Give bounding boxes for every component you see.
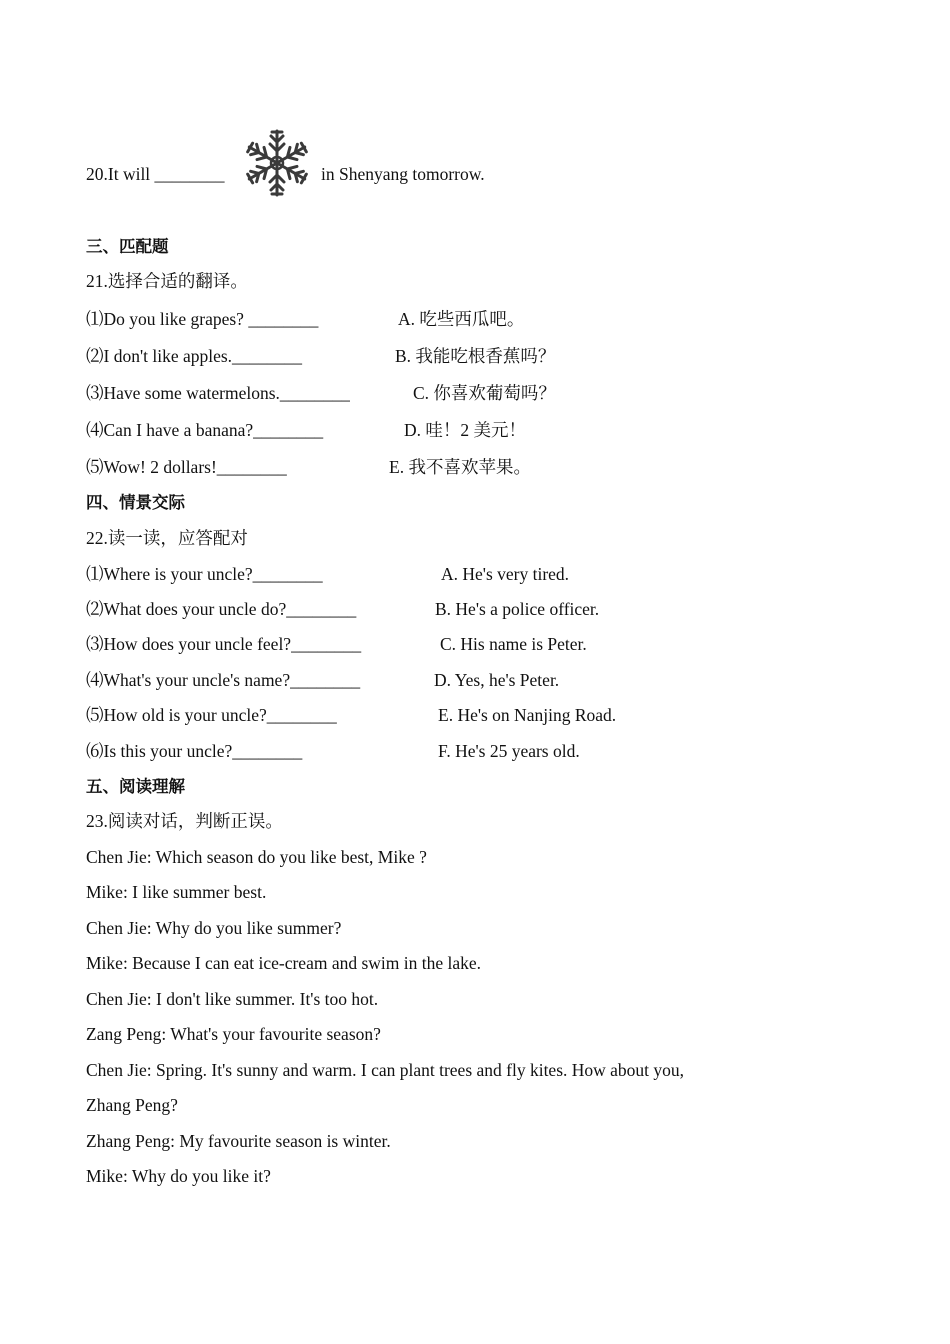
q22-item-1: ⑴Where is your uncle?________ bbox=[86, 564, 323, 584]
q22-item-5: ⑸How old is your uncle?________ bbox=[86, 705, 337, 725]
dialogue-line: Chen Jie: Which season do you like best, Mike ? bbox=[86, 847, 427, 867]
dialogue-line: Zhang Peng? bbox=[86, 1095, 178, 1115]
q20-text-before: 20.It will ________ bbox=[86, 164, 225, 184]
q20-text-after: in Shenyang tomorrow. bbox=[321, 164, 485, 184]
section-title-matching: 三、匹配题 bbox=[86, 237, 169, 256]
dialogue-line: Zhang Peng: My favourite season is winter. bbox=[86, 1131, 391, 1151]
q22-item-3: ⑶How does your uncle feel?________ bbox=[86, 634, 362, 654]
q22-item-6: ⑹Is this your uncle?________ bbox=[86, 741, 303, 761]
dialogue-line: Chen Jie: Why do you like summer? bbox=[86, 918, 342, 938]
q21-item-1: ⑴Do you like grapes? ________ bbox=[86, 309, 319, 329]
dialogue-line: Zang Peng: What's your favourite season? bbox=[86, 1024, 381, 1044]
section-title-dialogue: 四、情景交际 bbox=[86, 493, 185, 512]
question-22: 22.读一读，应答配对 bbox=[86, 528, 248, 548]
section-title-reading: 五、阅读理解 bbox=[86, 777, 185, 796]
q22-option-c: C. His name is Peter. bbox=[440, 634, 587, 654]
q21-item-5: ⑸Wow! 2 dollars!________ bbox=[86, 457, 287, 477]
q21-option-d: D. 哇！2 美元！ bbox=[404, 420, 527, 440]
q21-item-2: ⑵I don't like apples.________ bbox=[86, 346, 303, 366]
q22-item-4: ⑷What's your uncle's name?________ bbox=[86, 670, 361, 690]
q21-item-3: ⑶Have some watermelons.________ bbox=[86, 383, 350, 403]
q22-item-2: ⑵What does your uncle do?________ bbox=[86, 599, 357, 619]
q22-option-b: B. He's a police officer. bbox=[435, 599, 600, 619]
q22-option-e: E. He's on Nanjing Road. bbox=[438, 705, 617, 725]
dialogue-line: Mike: Why do you like it? bbox=[86, 1166, 271, 1186]
q21-option-c: C. 你喜欢葡萄吗？ bbox=[413, 383, 556, 403]
q22-option-d: D. Yes, he's Peter. bbox=[434, 670, 560, 690]
q22-option-a: A. He's very tired. bbox=[441, 564, 570, 584]
dialogue-line: Mike: Because I can eat ice-cream and swim in the lake. bbox=[86, 953, 482, 973]
dialogue-line: Chen Jie: I don't like summer. It's too hot. bbox=[86, 989, 379, 1009]
question-23: 23.阅读对话，判断正误。 bbox=[86, 811, 283, 831]
dialogue-line: Chen Jie: Spring. It's sunny and warm. I can plant trees and fly kites. How about you, bbox=[86, 1060, 685, 1080]
q21-item-4: ⑷Can I have a banana?________ bbox=[86, 420, 324, 440]
q21-option-a: A. 吃些西瓜吧。 bbox=[398, 309, 525, 329]
q21-option-b: B. 我能吃根香蕉吗？ bbox=[395, 346, 556, 366]
dialogue-line: Mike: I like summer best. bbox=[86, 882, 267, 902]
snowflake-icon bbox=[240, 127, 314, 199]
q21-option-e: E. 我不喜欢苹果。 bbox=[389, 457, 531, 477]
question-21: 21.选择合适的翻译。 bbox=[86, 271, 248, 291]
q22-option-f: F. He's 25 years old. bbox=[438, 741, 580, 761]
